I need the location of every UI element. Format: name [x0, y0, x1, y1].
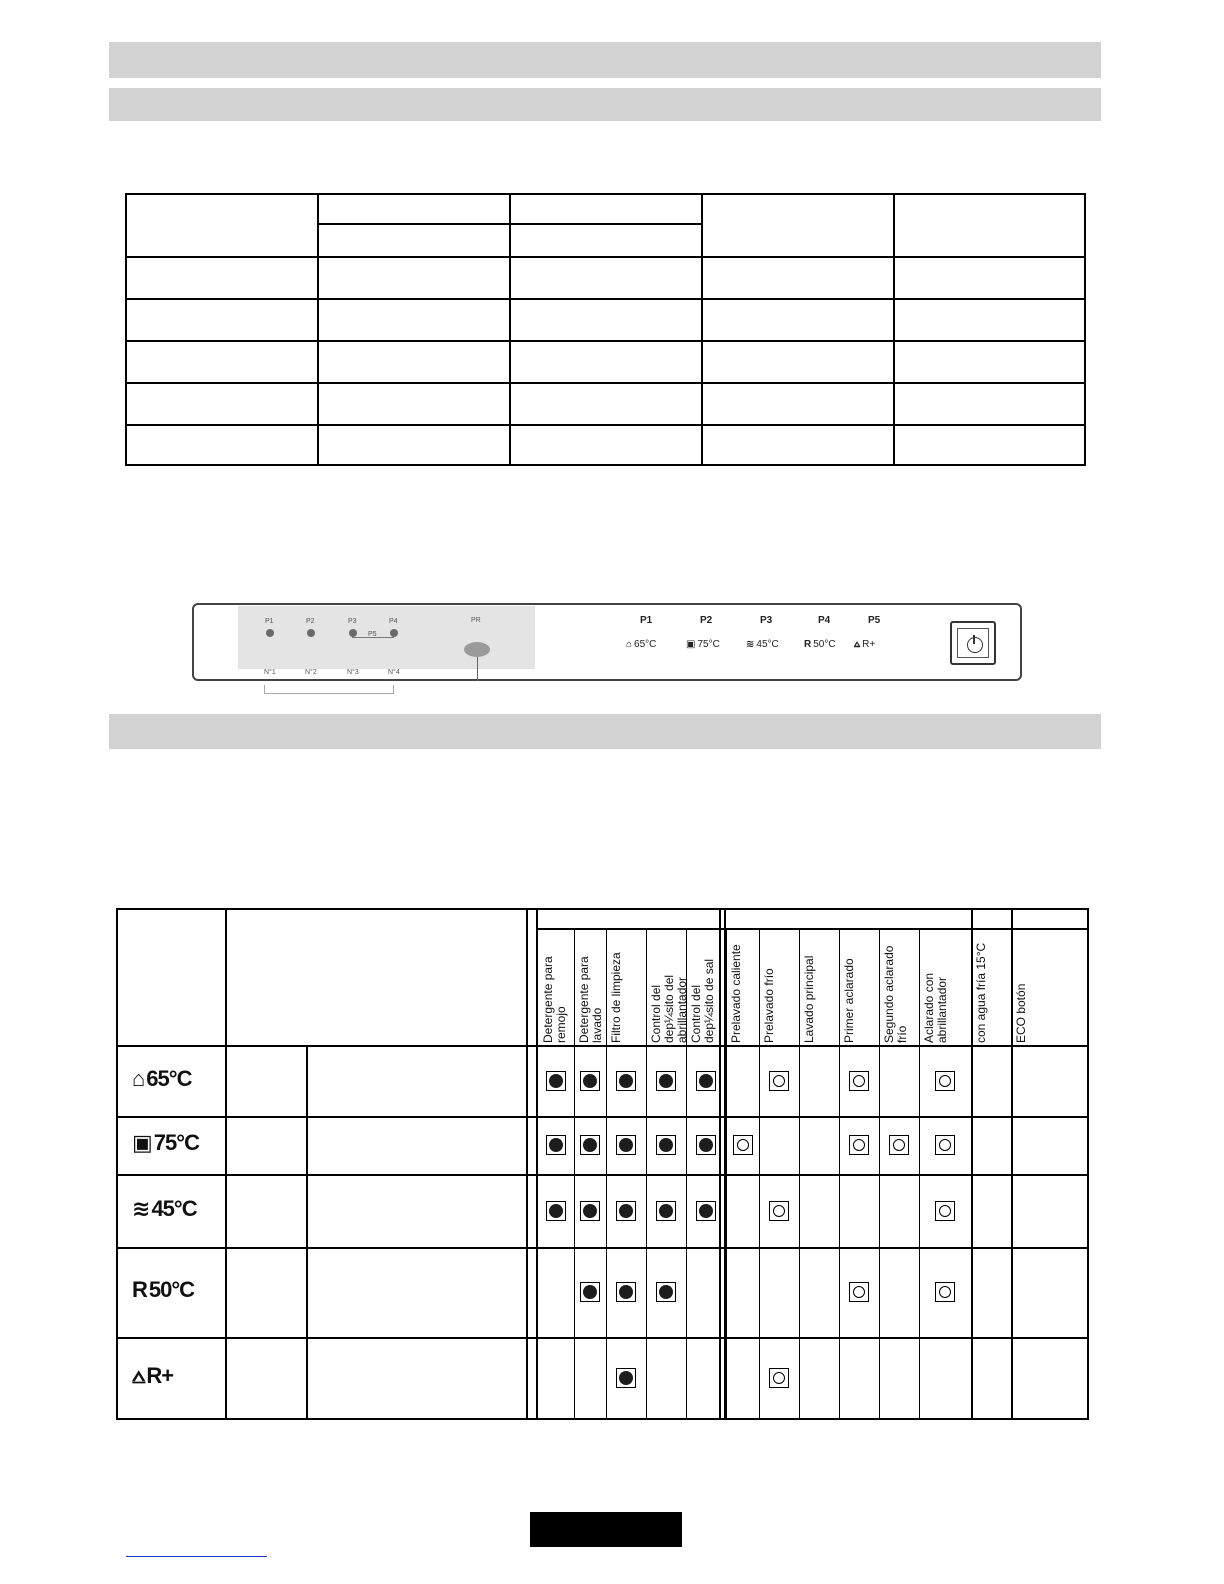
control-panel: [192, 603, 1022, 681]
led-label-1: P1: [265, 618, 274, 625]
p5-bracket: [352, 631, 394, 638]
filled-marker: [546, 1201, 566, 1221]
open-dot: [853, 1075, 865, 1087]
col-sep-7: [799, 928, 800, 1418]
number-label-3: N°3: [347, 669, 359, 676]
led-1: [266, 629, 274, 637]
open-marker: [935, 1201, 955, 1221]
open-dot: [939, 1139, 951, 1151]
soak-icon: ⩟: [854, 639, 861, 650]
pot-heavy-icon: ▣: [686, 639, 696, 650]
program-symbol-5: [854, 639, 875, 650]
led-3: [349, 629, 357, 637]
filled-marker: [616, 1135, 636, 1155]
filled-dot: [619, 1371, 633, 1385]
filled-marker: [656, 1201, 676, 1221]
program-symbol-1: [626, 639, 656, 650]
program-label-5: P5: [868, 615, 881, 626]
filled-dot: [549, 1138, 563, 1152]
filled-dot: [699, 1204, 713, 1218]
program-row-symbol-4: [132, 1277, 194, 1303]
rapid-icon: R: [132, 1277, 147, 1302]
col-sep-3: [646, 928, 647, 1418]
col-sep-11: [971, 928, 972, 1418]
led-2: [307, 629, 315, 637]
filled-dot: [659, 1074, 673, 1088]
filled-dot: [549, 1204, 563, 1218]
filled-dot: [659, 1285, 673, 1299]
filled-marker: [616, 1071, 636, 1091]
open-marker: [849, 1071, 869, 1091]
filled-marker: [580, 1201, 600, 1221]
program-label-2: P2: [700, 615, 713, 626]
program-temp-1: 65°C: [634, 639, 657, 650]
footer-page-box: [530, 1512, 682, 1547]
program-table: [116, 908, 1089, 1420]
filled-marker: [580, 1282, 600, 1302]
col-sep-1: [574, 928, 575, 1418]
footer-link-underline[interactable]: [126, 1556, 267, 1557]
filled-marker: [616, 1282, 636, 1302]
filled-dot: [619, 1074, 633, 1088]
column-header-4: Control del dep¼sito del abrillantador: [649, 974, 689, 1043]
program-row-symbol-1: [132, 1066, 191, 1092]
number-bracket: [264, 685, 394, 694]
program-row-temp-1: 65°C: [146, 1065, 192, 1091]
open-marker: [889, 1135, 909, 1155]
program-row-temp-5: R+: [146, 1362, 174, 1388]
column-header-1: Detergente para remojo: [541, 956, 568, 1043]
filled-marker: [546, 1071, 566, 1091]
number-label-1: N°1: [264, 669, 276, 676]
row-line-2: [118, 1174, 1087, 1176]
open-dot: [853, 1139, 865, 1151]
eco-icon: ≋: [132, 1195, 150, 1221]
program-temp-4: 50°C: [813, 639, 836, 650]
program-symbol-2: [686, 639, 720, 650]
row-line-3: [118, 1247, 1087, 1249]
open-marker: [769, 1368, 789, 1388]
column-header-13: ECO botón: [1014, 983, 1028, 1043]
col-sep-10: [919, 928, 920, 1418]
filled-dot: [583, 1074, 597, 1088]
header-band-top: [109, 42, 1101, 78]
program-label-3: P3: [760, 615, 773, 626]
program-row-temp-4: 50°C: [148, 1277, 195, 1302]
vline-2: [526, 910, 528, 1418]
open-dot: [893, 1139, 905, 1151]
open-dot: [939, 1205, 951, 1217]
filled-dot: [659, 1138, 673, 1152]
led-4: [390, 629, 398, 637]
header-subline: [536, 928, 1089, 930]
row-line-1: [118, 1116, 1087, 1118]
program-row-symbol-2: [132, 1130, 199, 1156]
open-marker: [935, 1135, 955, 1155]
number-label-2: N°2: [305, 669, 317, 676]
vline-3: [536, 910, 538, 1418]
filled-dot: [659, 1204, 673, 1218]
rapid-icon: R: [804, 639, 812, 650]
pot-heavy-icon: ▣: [132, 1130, 152, 1155]
column-header-5: Control del dep¼sito de sal: [689, 958, 716, 1043]
vline-0: [225, 910, 227, 1418]
column-header-8: Lavado principal: [802, 955, 816, 1043]
col-sep-9: [879, 928, 880, 1418]
column-header-9: Primer aclarado: [842, 958, 856, 1043]
filled-dot: [583, 1138, 597, 1152]
p5-bracket-label: P5: [368, 631, 377, 638]
open-dot: [737, 1139, 749, 1151]
open-dot: [939, 1286, 951, 1298]
program-temp-5: R+: [862, 639, 876, 650]
open-marker: [849, 1135, 869, 1155]
filled-dot: [583, 1285, 597, 1299]
col-sep-8: [839, 928, 840, 1418]
spec-table: [125, 193, 1086, 466]
column-header-2: Detergente para lavado: [577, 956, 604, 1043]
filled-marker: [656, 1282, 676, 1302]
filled-marker: [580, 1135, 600, 1155]
filled-dot: [699, 1138, 713, 1152]
column-header-7: Prelavado frío: [762, 968, 776, 1043]
open-marker: [733, 1135, 753, 1155]
filled-marker: [696, 1071, 716, 1091]
pr-leader-line: [477, 657, 478, 681]
filled-marker: [656, 1135, 676, 1155]
header-band-sub: [109, 88, 1101, 121]
column-header-6: Prelavado caliente: [729, 944, 743, 1043]
program-temp-2: 75°C: [697, 639, 720, 650]
open-marker: [849, 1282, 869, 1302]
filled-dot: [619, 1285, 633, 1299]
eco-icon: ≋: [746, 639, 755, 650]
program-symbol-4: [804, 639, 836, 650]
col-sep-6: [759, 928, 760, 1418]
open-dot: [773, 1205, 785, 1217]
section-band: [109, 714, 1101, 749]
filled-marker: [616, 1368, 636, 1388]
pot-icon: ⌂: [626, 639, 633, 650]
program-label-4: P4: [818, 615, 831, 626]
row-line-0: [118, 1045, 1087, 1047]
open-marker: [769, 1071, 789, 1091]
column-header-10: Segundo aclarado frío: [882, 945, 909, 1043]
pot-icon: ⌂: [132, 1065, 145, 1091]
row-line-4: [118, 1337, 1087, 1339]
program-symbol-3: [746, 639, 779, 650]
filled-dot: [619, 1138, 633, 1152]
led-label-2: P2: [306, 618, 315, 625]
power-button[interactable]: [950, 621, 996, 665]
program-label-1: P1: [640, 615, 653, 626]
program-temp-3: 45°C: [756, 639, 779, 650]
number-label-4: N°4: [388, 669, 400, 676]
led-label-4: P4: [389, 618, 398, 625]
open-marker: [935, 1071, 955, 1091]
soak-icon: ⩟: [132, 1362, 145, 1388]
open-marker: [935, 1282, 955, 1302]
open-dot: [939, 1075, 951, 1087]
filled-marker: [616, 1201, 636, 1221]
vline-4: [719, 910, 721, 1418]
open-dot: [853, 1286, 865, 1298]
filled-marker: [580, 1071, 600, 1091]
open-dot: [773, 1075, 785, 1087]
vline-1: [306, 1045, 308, 1418]
program-row-temp-2: 75°C: [153, 1130, 199, 1155]
col-sep-12: [1011, 928, 1012, 1418]
program-row-symbol-5: [132, 1363, 173, 1389]
col-sep-5: [726, 928, 727, 1418]
power-icon: [967, 637, 983, 653]
filled-marker: [696, 1201, 716, 1221]
filled-marker: [656, 1071, 676, 1091]
filled-dot: [549, 1074, 563, 1088]
open-marker: [769, 1201, 789, 1221]
pr-label: PR: [471, 617, 481, 624]
program-row-temp-3: 45°C: [151, 1195, 197, 1221]
filled-marker: [696, 1135, 716, 1155]
program-row-symbol-3: [132, 1196, 197, 1222]
column-header-12: con agua fría 15°C: [974, 942, 988, 1043]
column-header-3: Filtro de limpieza: [609, 952, 623, 1043]
filled-dot: [583, 1204, 597, 1218]
col-sep-2: [606, 928, 607, 1418]
pr-button[interactable]: [464, 642, 490, 657]
open-dot: [773, 1372, 785, 1384]
led-label-3: P3: [348, 618, 357, 625]
filled-marker: [546, 1135, 566, 1155]
column-header-11: Aclarado con abrillantador: [922, 972, 949, 1043]
filled-dot: [699, 1074, 713, 1088]
filled-dot: [619, 1204, 633, 1218]
